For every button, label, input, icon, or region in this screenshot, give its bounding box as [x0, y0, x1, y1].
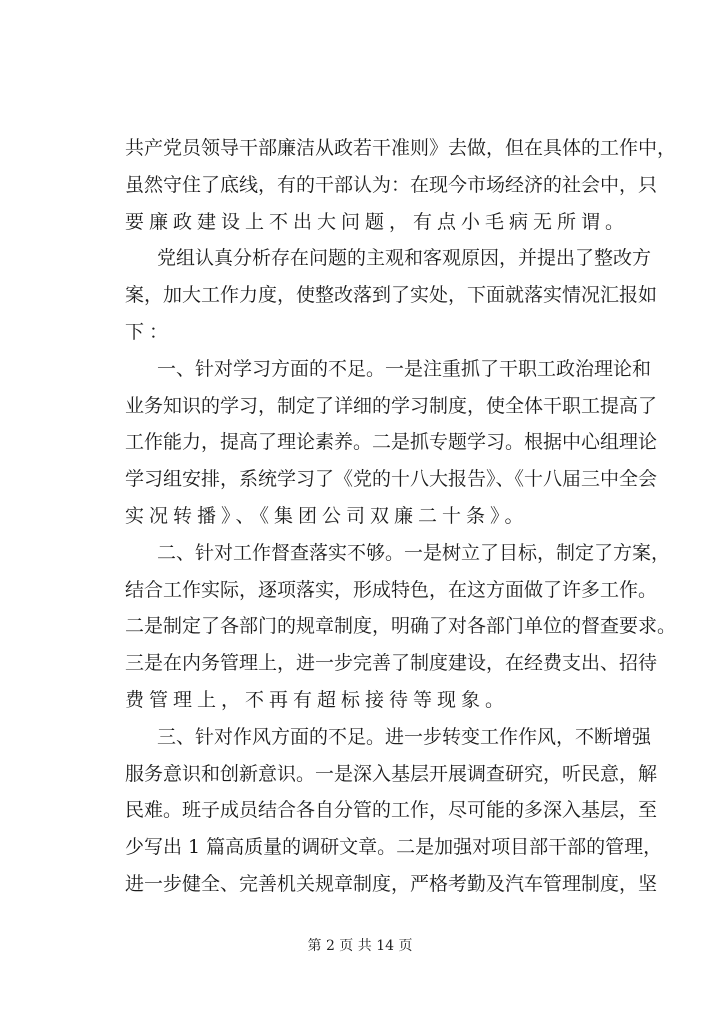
- text-line: 要廉政建设上不出大问题，有点小毛病无所谓。: [125, 210, 630, 233]
- text-line: 业务知识的学习，制定了详细的学习制度，使全体干职工提高了: [125, 394, 658, 417]
- text-line: 学习组安排，系统学习了《党的十八大报告》、《十八届三中全会: [125, 468, 658, 491]
- document-body: [125, 130, 677, 903]
- text-line: 案，加大工作力度，使整改落到了实处，下面就落实情况汇报如: [125, 284, 658, 307]
- text-line: 服务意识和创新意识。一是深入基层开展调查研究，听民意，解: [125, 762, 658, 785]
- text-line: 党组认真分析存在问题的主观和客观原因，并提出了整改方: [157, 247, 652, 270]
- text-line: 费管理上，不再有超标接待等现象。: [125, 688, 510, 711]
- text-line: 共产党员领导干部廉洁从政若干准则》去做，但在具体的工作中，: [125, 137, 677, 159]
- text-line: 结合工作实际，逐项落实，形成特色，在这方面做了许多工作。: [125, 578, 658, 601]
- text-line: 三是在内务管理上，进一步完善了制度建设，在经费支出、招待: [125, 652, 658, 675]
- text-line: 进一步健全、完善机关规章制度，严格考勤及汽车管理制度，坚: [125, 872, 658, 895]
- text-line: 一、针对学习方面的不足。一是注重抓了干职工政治理论和: [157, 357, 652, 380]
- text-line: 三、针对作风方面的不足。进一步转变工作作风，不断增强: [157, 725, 652, 748]
- text-line: 二、针对工作督查落实不够。一是树立了目标，制定了方案，: [157, 541, 671, 564]
- text-line: 民难。班子成员结合各自分管的工作，尽可能的多深入基层，至: [125, 799, 658, 822]
- page-number-footer: 第 2 页 共 14 页: [307, 938, 413, 954]
- text-line: 工作能力，提高了理论素养。二是抓专题学习。根据中心组理论: [125, 431, 658, 454]
- text-line: 实况转播》、《集团公司双廉二十条》。: [125, 504, 529, 527]
- text-line: 虽然守住了底线，有的干部认为：在现今市场经济的社会中，只: [125, 173, 658, 196]
- text-line: 少写出 1 篇高质量的调研文章。二是加强对项目部干部的管理，: [125, 836, 663, 859]
- text-line: 二是制定了各部门的规章制度，明确了对各部门单位的督查要求。: [125, 615, 677, 638]
- text-line: 下：: [125, 320, 174, 343]
